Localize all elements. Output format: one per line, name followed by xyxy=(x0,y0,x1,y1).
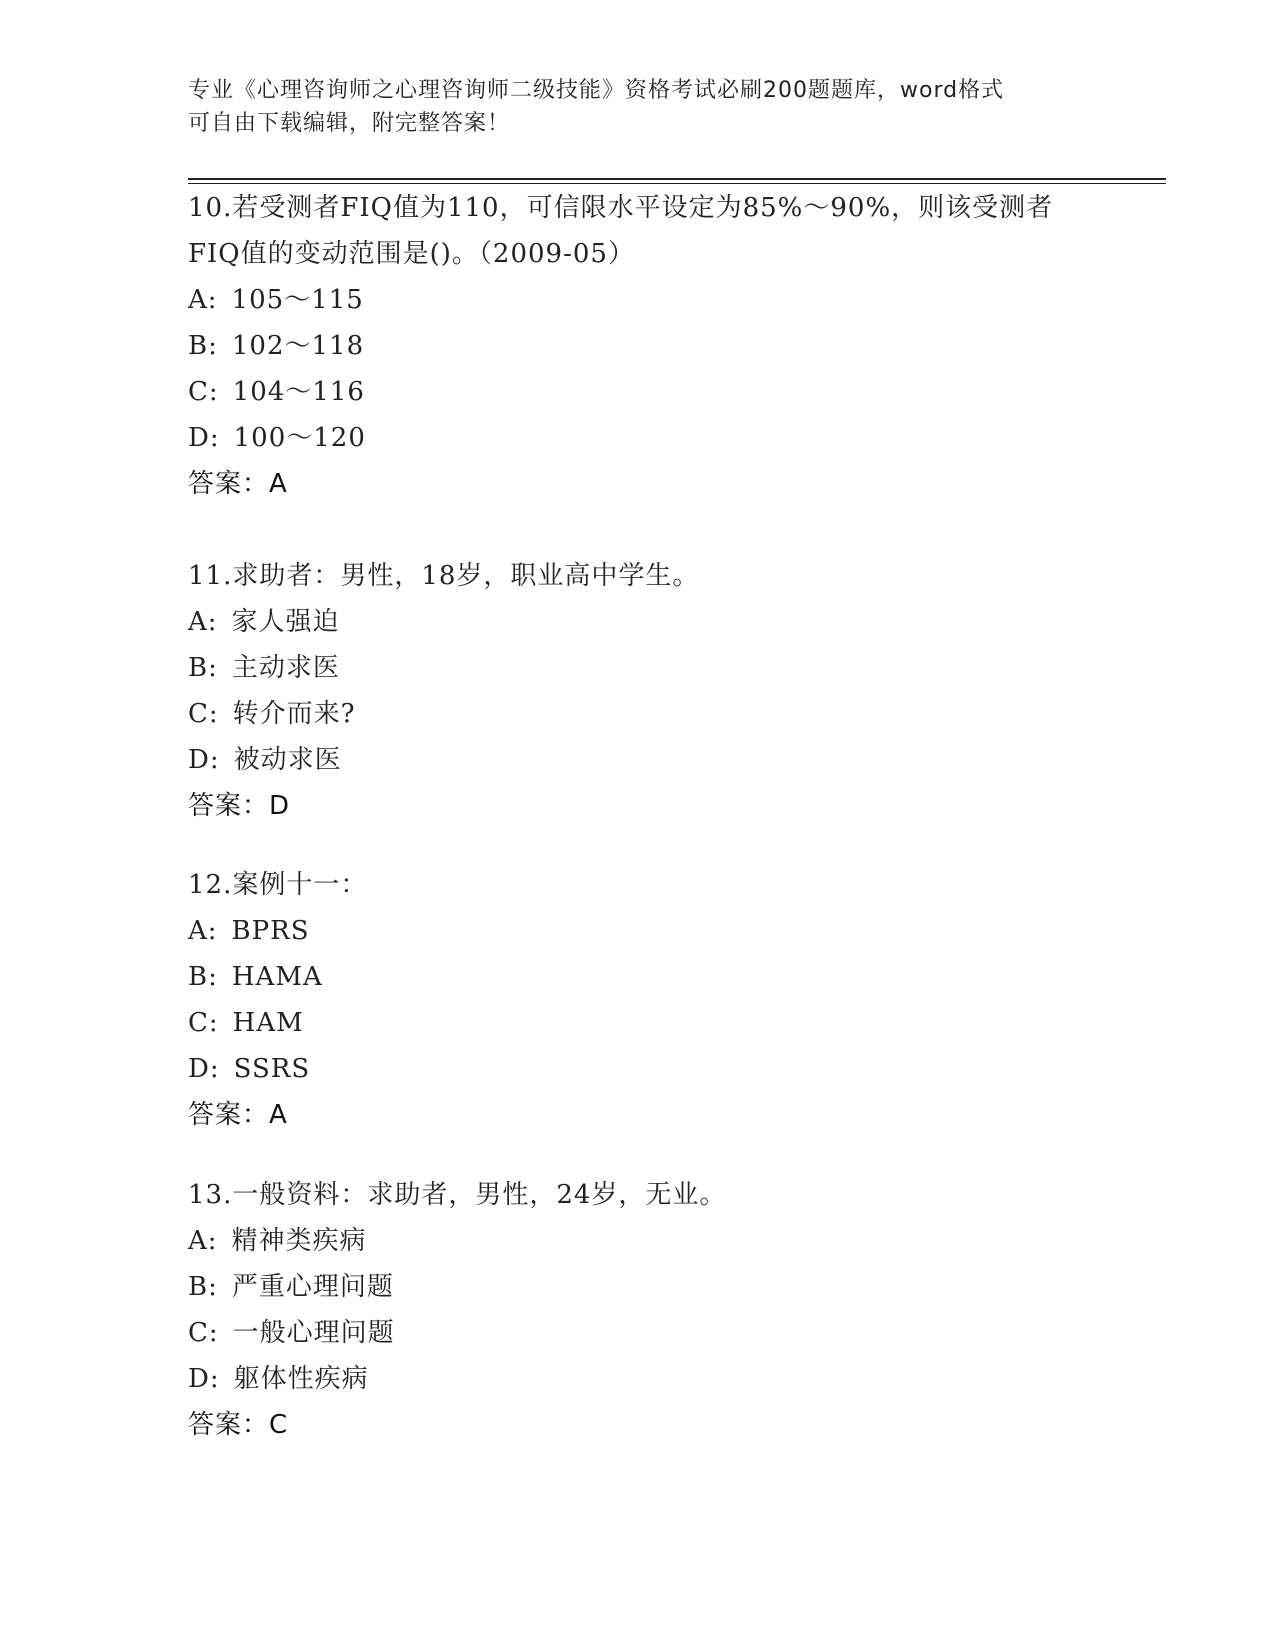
header-divider-thin xyxy=(188,183,1166,184)
option-text: HAMA xyxy=(231,962,323,992)
option-letter: B: xyxy=(188,962,218,992)
option-letter: A: xyxy=(188,285,218,315)
option-letter: B: xyxy=(188,1272,218,1302)
option-c xyxy=(188,1310,726,1356)
question-stem: 12.案例十一： xyxy=(188,870,368,900)
option-text: 被动求医 xyxy=(233,745,342,775)
option-text: SSRS xyxy=(233,1054,311,1084)
option-b xyxy=(188,954,367,1000)
option-b xyxy=(188,323,1053,369)
option-letter: C: xyxy=(188,1008,219,1038)
option-d xyxy=(188,1046,367,1092)
option-c xyxy=(188,1000,367,1046)
document-header xyxy=(188,74,1088,140)
option-letter: C: xyxy=(188,1318,219,1348)
option-text: 精神类疾病 xyxy=(231,1226,367,1256)
option-c xyxy=(188,691,699,737)
header-divider-thick xyxy=(188,178,1166,180)
option-text: 一般心理问题 xyxy=(232,1318,395,1348)
option-d xyxy=(188,1356,726,1402)
answer-line: 答案：D xyxy=(188,791,291,821)
option-letter: A: xyxy=(188,607,218,637)
option-a xyxy=(188,599,699,645)
option-text: 家人强迫 xyxy=(231,607,340,637)
option-a xyxy=(188,1218,726,1264)
option-b xyxy=(188,1264,726,1310)
option-letter: D: xyxy=(188,1054,220,1084)
question-11 xyxy=(188,553,699,829)
option-a xyxy=(188,908,367,954)
question-stem: 10.若受测者FIQ值为110，可信限水平设定为85%～90%，则该受测者 xyxy=(188,193,1054,223)
option-d xyxy=(188,737,699,783)
question-13 xyxy=(188,1172,726,1448)
answer-line: 答案：A xyxy=(188,1100,288,1130)
option-d xyxy=(188,415,1053,461)
option-letter: D: xyxy=(188,423,220,453)
option-letter: D: xyxy=(188,745,220,775)
option-letter: D: xyxy=(188,1364,220,1394)
question-12 xyxy=(188,862,367,1138)
option-letter: C: xyxy=(188,699,219,729)
header-line-2: 可自由下载编辑，附完整答案！ xyxy=(188,111,511,136)
answer-line: 答案：C xyxy=(188,1410,289,1440)
option-text: 严重心理问题 xyxy=(231,1272,394,1302)
option-text: 102～118 xyxy=(231,331,365,361)
option-letter: B: xyxy=(188,653,218,683)
option-text: 100～120 xyxy=(233,423,366,453)
question-10 xyxy=(188,185,1053,507)
option-text: 104～116 xyxy=(232,377,365,407)
option-c xyxy=(188,369,1053,415)
option-letter: C: xyxy=(188,377,219,407)
option-letter: A: xyxy=(188,916,218,946)
option-text: HAM xyxy=(232,1008,304,1038)
option-text: 躯体性疾病 xyxy=(233,1364,369,1394)
option-b xyxy=(188,645,699,691)
header-line-1: 专业《心理咨询师之心理咨询师二级技能》资格考试必刷200题题库，word格式 xyxy=(188,78,1005,103)
option-letter: A: xyxy=(188,1226,218,1256)
answer-line: 答案：A xyxy=(188,469,288,499)
option-a xyxy=(188,277,1053,323)
question-stem: 11.求助者：男性，18岁，职业高中学生。 xyxy=(188,561,700,591)
option-text: 主动求医 xyxy=(231,653,340,683)
option-text: 105～115 xyxy=(231,285,364,315)
option-text: BPRS xyxy=(231,916,310,946)
option-text: 转介而来? xyxy=(232,699,356,729)
option-letter: B: xyxy=(188,331,218,361)
question-stem: 13.一般资料：求助者，男性，24岁，无业。 xyxy=(188,1180,727,1210)
question-stem-continued: FIQ值的变动范围是()。（2009-05） xyxy=(188,239,635,269)
